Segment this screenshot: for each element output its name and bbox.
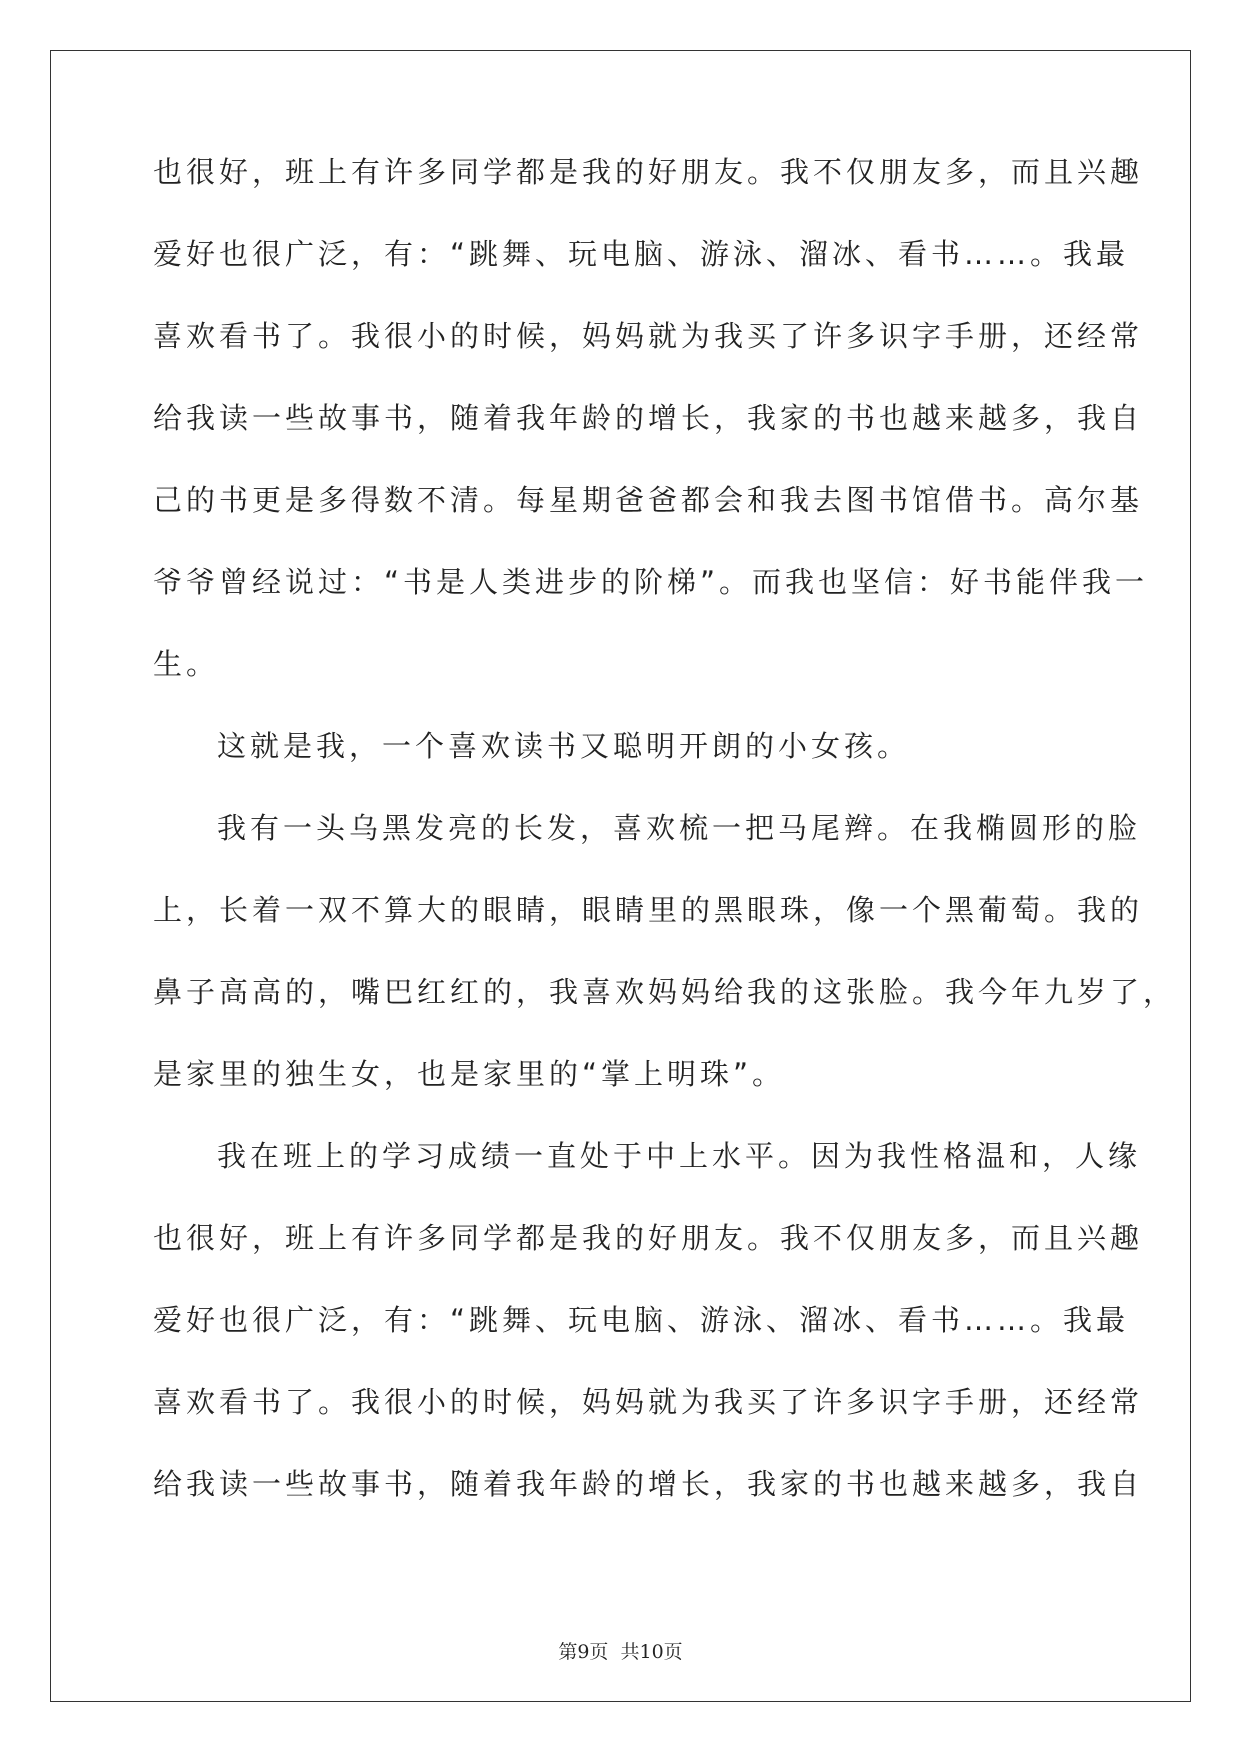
text-line: 给我读一些故事书，随着我年龄的增长，我家的书也越来越多，我自 [153,1467,1144,1501]
text-line: 是家里的独生女，也是家里的“掌上明珠”。 [153,1057,786,1091]
text-line: 己的书更是多得数不清。每星期爸爸都会和我去图书馆借书。高尔基 [153,483,1144,517]
page-footer [0,1637,1241,1664]
text-line: 生。 [153,647,220,681]
text-line: 也很好，班上有许多同学都是我的好朋友。我不仅朋友多，而且兴趣 [153,155,1144,189]
paragraph-line: 这就是我，一个喜欢读书又聪明开朗的小女孩。 [217,729,911,763]
text-line: 喜欢看书了。我很小的时候，妈妈就为我买了许多识字手册，还经常 [153,319,1144,353]
text-line: 给我读一些故事书，随着我年龄的增长，我家的书也越来越多，我自 [153,401,1144,435]
text-line: 鼻子高高的，嘴巴红红的，我喜欢妈妈给我的这张脸。我今年九岁了， [153,975,1177,1009]
text-line: 上，长着一双不算大的眼睛，眼睛里的黑眼珠，像一个黑葡萄。我的 [153,893,1144,927]
text-line: 爱好也很广泛，有：“跳舞、玩电脑、游泳、溜冰、看书……。我最 [153,1303,1130,1337]
text-line: 喜欢看书了。我很小的时候，妈妈就为我买了许多识字手册，还经常 [153,1385,1144,1419]
page-border [50,50,1191,1702]
page-number-label: 第9页 共10页 [558,1641,683,1663]
text-line: 爱好也很广泛，有：“跳舞、玩电脑、游泳、溜冰、看书……。我最 [153,237,1130,271]
text-line: 爷爷曾经说过：“书是人类进步的阶梯”。而我也坚信：好书能伴我一 [153,565,1149,599]
text-line: 也很好，班上有许多同学都是我的好朋友。我不仅朋友多，而且兴趣 [153,1221,1144,1255]
paragraph-line: 我在班上的学习成绩一直处于中上水平。因为我性格温和，人缘 [217,1139,1142,1173]
paragraph-line: 我有一头乌黑发亮的长发，喜欢梳一把马尾辫。在我椭圆形的脸 [217,811,1142,845]
